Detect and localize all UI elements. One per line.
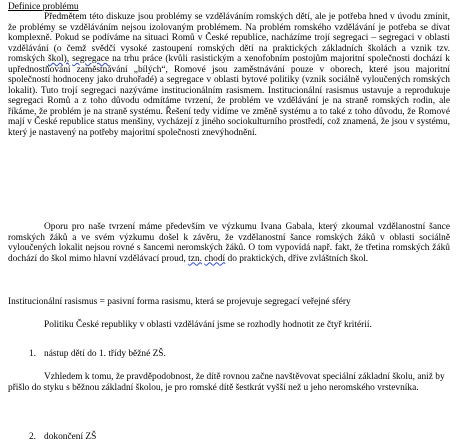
list-item-text: dokončení ZŠ	[44, 432, 97, 442]
paragraph-criteria-intro: Politiku České republiky v oblasti vzdělávání jsme se rozhodly hodnotit ze čtyř kritérií.	[44, 320, 372, 330]
paragraph-problem-definition: Předmětem této diskuze jsou problémy se vzděláváním romských dětí, ale je potřeba hned v úvodu zmínit, že problémy se vzděláváním nejsou izolovaným problémem. Na problém romského vzdělávání je potřeba se dívat komplexně. Pokud se podíváme na situaci Romů v České republice, nacházíme trojí segregaci – segregaci v oblasti vzdělávání (o čemž svědčí vysoké zastoupení romských dětí na praktických základních školách a vznik tzv. romských škol), segregace na trhu práce (kvůli rasistickým a xenofobním postojům majoritní společnosti dochází k upřednostňování zaměstnávání „bílých“, Romové jsou zaměstnávání pouze v oborech, které jsou majoritní společností hodnoceny jako druhořadé) a segregace v oblasti bytové politiky (vznik sociálně vyloučených romských lokalit). Tuto trojí segregaci nazýváme institucionálním rasismem. Institucionální rasismus ustavuje a reprodukuje segregaci Romů a z toho důvodu odmítáme tvrzení, že problém ve vzdělávání je na straně romských rodin, ale říkáme, že problém je na straně systému. Řešení tedy vidíme ve změně systému a to také z toho důvodu, že Romové mají v České republice status menšiny, vycházejí z jiného sociokulturního prostředí, což znamená, že jsou v systému, který je nastavený na potřeby majoritní společnosti znevýhodnění.	[8, 12, 450, 138]
list-item-2	[8, 432, 450, 443]
list-item-1	[8, 349, 450, 360]
paragraph-probability: Vzhledem k tomu, že pravděpodobnost, že dítě rovnou začne navštěvovat speciální základní školu, aniž by přišlo do styku s běžnou základní školou, je pro romské dítě šestkrát vyšší než u jeho neromského vrstevníka.	[8, 372, 445, 393]
list-item-text: nástup dětí do 1. třídy běžné ZŠ.	[44, 349, 166, 359]
definition-line: Institucionální rasismus = pasivní forma rasismu, která se projevuje segregací veřejné sféry	[8, 297, 351, 307]
list-item-number: 1.	[28, 349, 36, 359]
section-heading: Definice problému	[8, 2, 79, 12]
paragraph-research-support: Oporu pro naše tvrzení máme především ve výzkumu Ivana Gabala, který zkoumal vzdělanostní šance romských žáků a ve svém výzkumu došel k závěru, že vzdělanostní šance romských žáků v oblasti sociálně vyloučených lokalit nejsou rovné s šancemi neromských žáků. O tom vypovídá např. fakt, že třetina romských žáků dochází do škol mimo hlavní vzdělávací proud, tzn. chodí do praktických, dříve zvláštních škol.	[8, 222, 450, 264]
list-item-number: 2.	[28, 432, 36, 442]
